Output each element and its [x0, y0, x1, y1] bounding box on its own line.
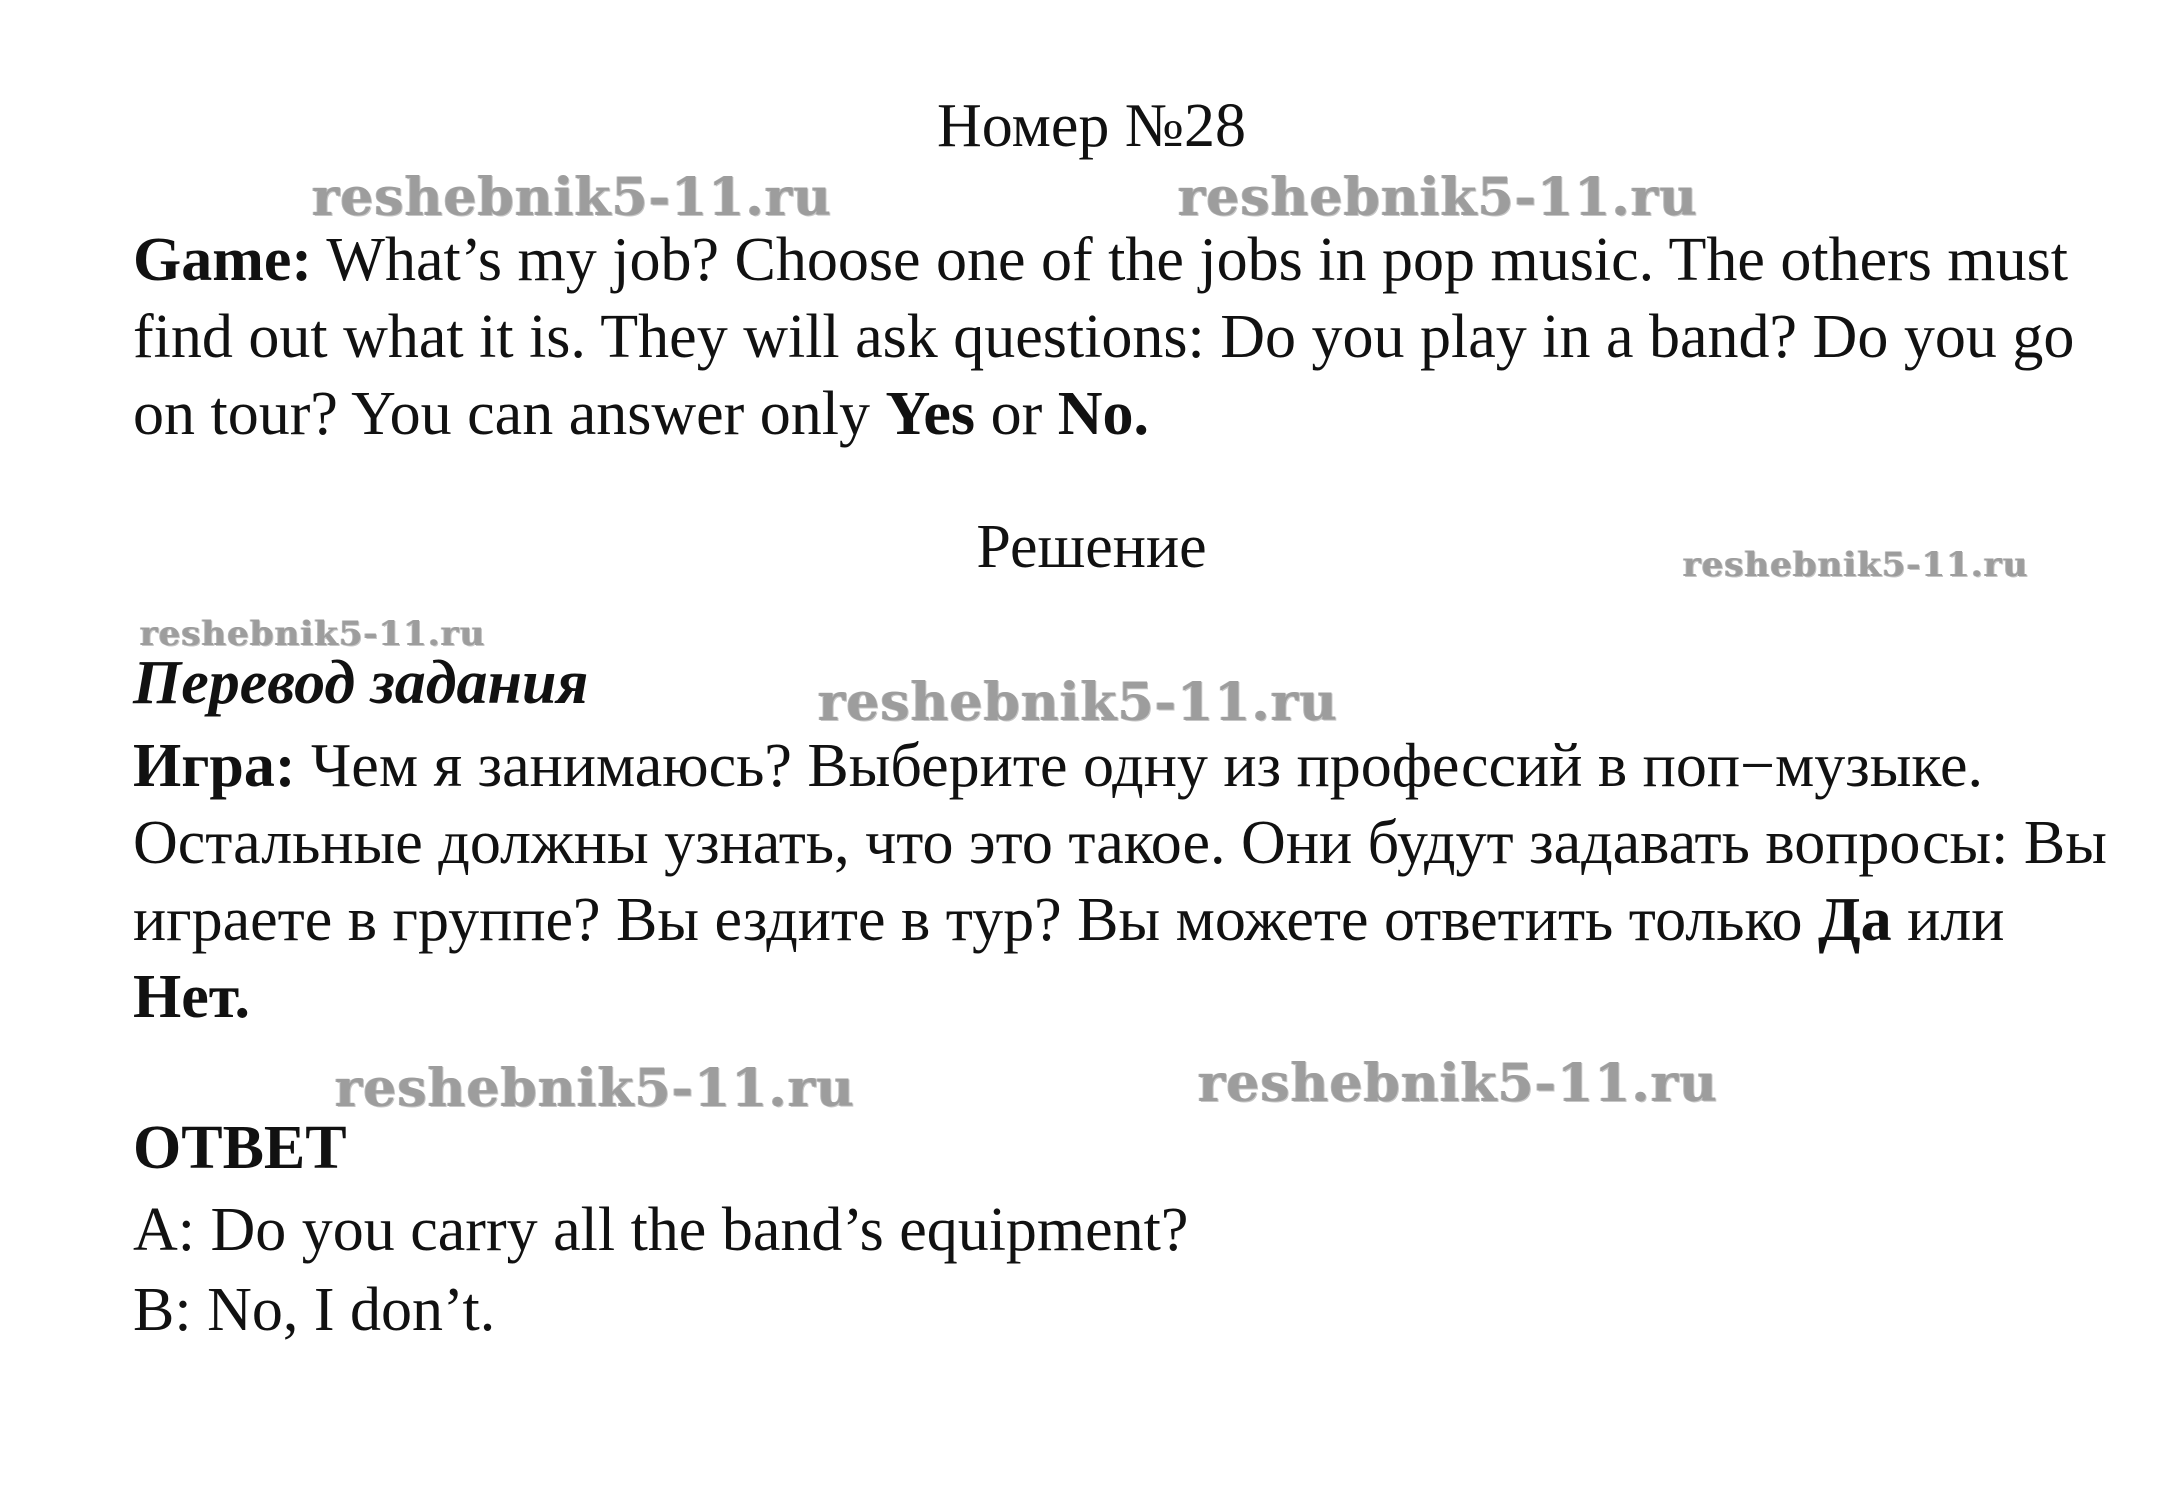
watermark: reshebnik5-11.ru — [312, 167, 833, 228]
watermark: reshebnik5-11.ru — [335, 1058, 856, 1119]
task-label-russian: Игра: — [133, 732, 296, 800]
answer-no-russian: Нет. — [133, 963, 251, 1031]
solution-heading: Решение — [976, 513, 1207, 581]
watermark: reshebnik5-11.ru — [1198, 1053, 1719, 1114]
task-body-russian: Чем я занимаюсь? Выберите одну из профессий в поп−музыке. Остальные должны узнать, что это такое. Они будут задавать вопросы: Вы играете в группе? Вы ездите в тур? Вы можете ответить только — [133, 732, 2107, 954]
watermark: reshebnik5-11.ru — [140, 614, 486, 654]
watermark: reshebnik5-11.ru — [818, 672, 1339, 733]
conjunction-or-russian: или — [1891, 886, 2005, 954]
watermark: reshebnik5-11.ru — [1683, 545, 2029, 585]
dialog-line: A: Do you carry all the band’s equipment? — [133, 1196, 1189, 1264]
task-text-russian — [133, 728, 2113, 1036]
answer-no-english: No. — [1057, 380, 1150, 448]
task-label-english: Game: — [133, 226, 313, 294]
dialog-line: B: No, I don’t. — [133, 1276, 496, 1344]
answer-yes-russian: Да — [1817, 886, 1892, 954]
page-title: Номер №28 — [936, 92, 1246, 160]
watermark: reshebnik5-11.ru — [1178, 167, 1699, 228]
task-text-english — [133, 222, 2113, 453]
answer-dialog — [133, 1190, 1188, 1350]
answer-heading: ОТВЕТ — [133, 1114, 347, 1182]
task-body-english: What’s my job? Choose one of the jobs in pop music. The others must find out what it is. They will ask questions: Do you play in a band? Do you go on tour? You can answer only — [133, 226, 2075, 448]
conjunction-or-english: or — [975, 380, 1058, 448]
translation-heading: Перевод задания — [133, 649, 589, 717]
answer-yes-english: Yes — [885, 380, 976, 448]
